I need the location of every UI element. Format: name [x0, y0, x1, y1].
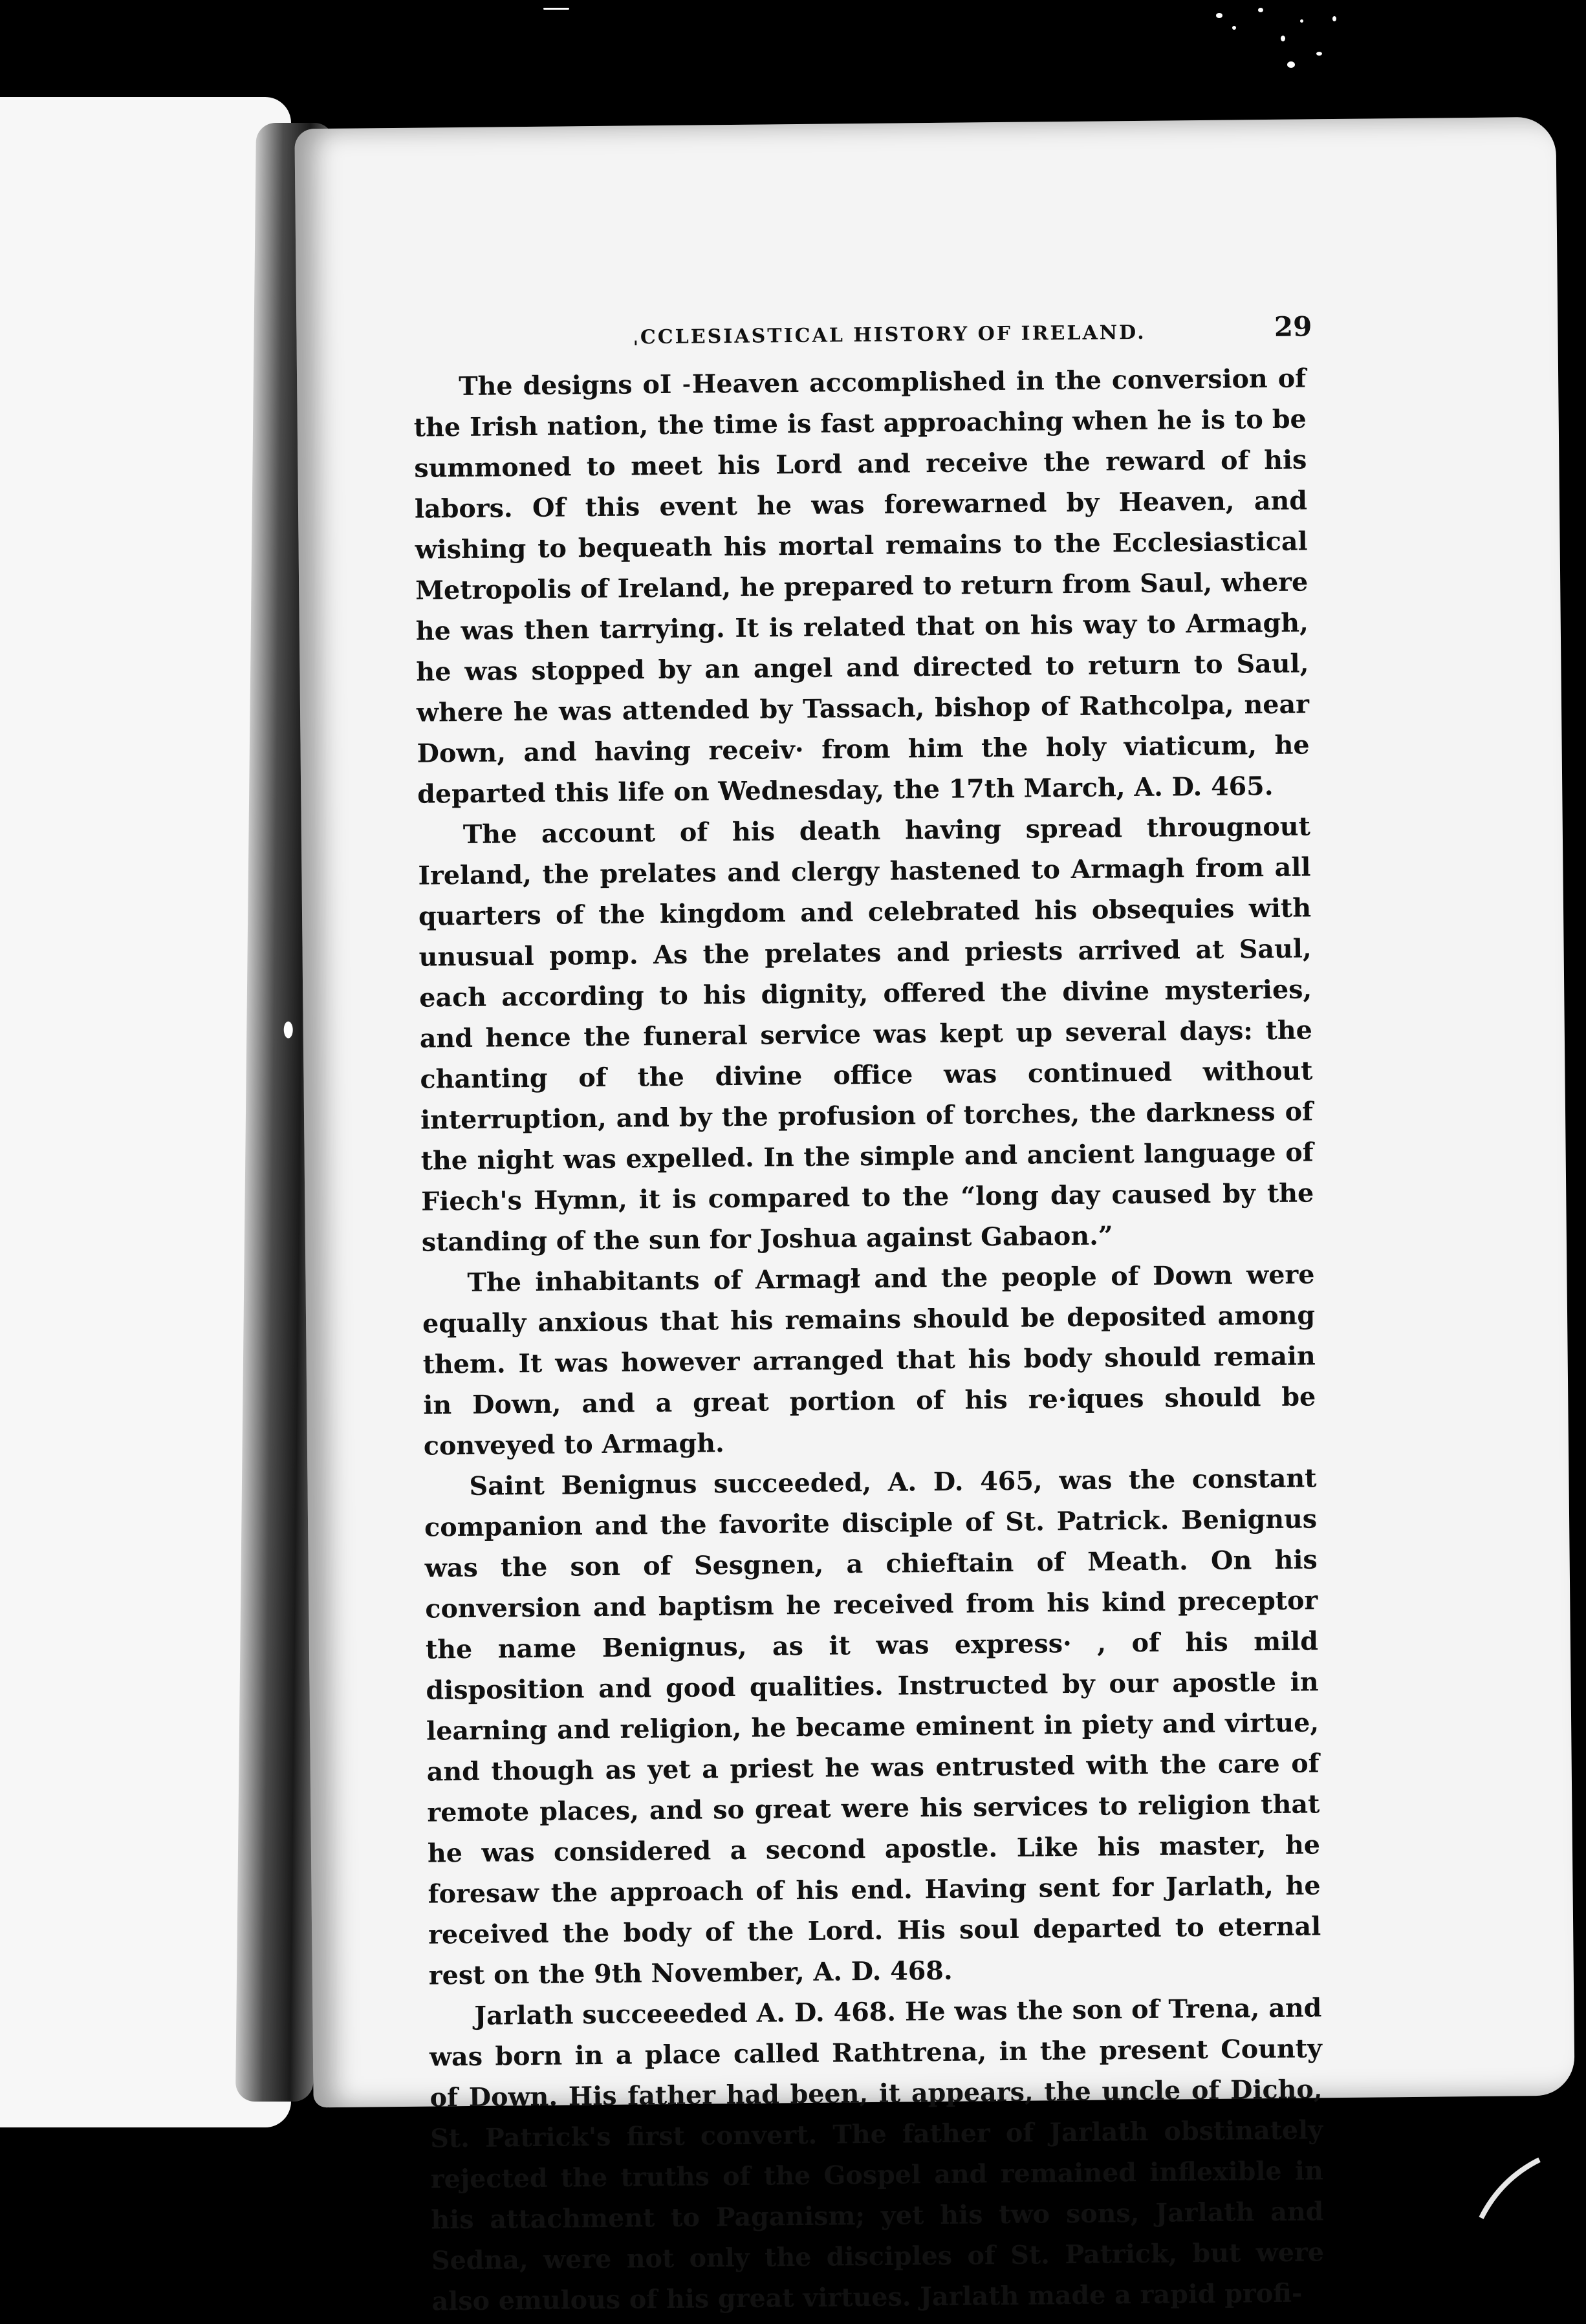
paragraph: Jarlath succeeeded A. D. 468. He was the son of Trena, and was born in a place called Rathtrena, in the present County of Down. His father had been, it appears, the uncle of Dicho, St. Patrick's first convert. The father of Jarlath obstinately rejected the truths of the Gospel and remained inflexible in his attachment to Paganism; yet his two sons, Jarlath and Sedna, were not only the disciples of St. Patrick, but were also emulous of his great virtues. Jarlath made a rapid profi- — [429, 1993, 1325, 2317]
paragraph: Saint Benignus succeeded, A. D. 465, was the constant companion and the favorite disciple of St. Patrick. Benignus was the son of Sesgnen, a chieftain of Meath. On his conversion and baptism he received from his kind preceptor the name Benignus, as it was express· , of his mild disposition and good qualities. Instructed by our apostle in learning and religion, he became eminent in piety and virtue, and though as yet a priest he was entrusted with the care of remote places, and so great were his services to religion that he was considered a second apostle. Like his master, he foresaw the approach of his end. Having sent for Jarlath, he received the body of the Lord. His soul departed to eternal rest on the 9th November, A. D. 468. — [424, 1463, 1321, 1991]
running-head-title: ˌCCLESIASTICAL HISTORY OF IRELAND. — [633, 321, 1146, 349]
dust-speck — [1258, 8, 1263, 12]
dust-speck — [1300, 19, 1303, 23]
page-curl-mark — [1468, 2134, 1546, 2224]
running-head — [413, 310, 1312, 367]
dust-speck — [1281, 36, 1285, 41]
dust-speck — [1232, 26, 1236, 30]
dust-speck — [1287, 61, 1295, 68]
dust-speck — [1316, 52, 1322, 56]
dust-speck — [543, 8, 569, 10]
page-number: 29 — [1274, 310, 1312, 343]
paragraph: The inhabitants of Armagł and the people of Down were equally anxious that his remains should be deposited among them. It was however arranged that his body should remain in Down, and a great portion of his re·iques should be conveyed to Armagh. — [422, 1260, 1316, 1461]
paragraph: The account of his death having spread througnout Ireland, the prelates and clergy hastened to Armagh from all quarters of the kingdom and celebrated his obsequies with unusual pomp. As the prelates and priests arrived at Saul, each according to his dignity, offered the divine mysteries, and hence the funeral service was kept up several days: the chanting of the divine office was continued without interruption, and by the profusion of torches, the darkness of the night was expelled. In the simple and ancient language of Fiech's Hymn, it is compared to the “long day caused by the standing of the sun for Joshua against Gabaon.” — [418, 812, 1314, 1258]
right-page — [294, 117, 1574, 2317]
page-text — [413, 310, 1325, 2322]
dust-speck — [1332, 16, 1336, 21]
dust-speck — [1216, 13, 1222, 18]
paragraph: The designs oI ˗Heaven accomplished in the conversion of the Irish nation, the time is fast approaching when he is to be summoned to meet his Lord and receive the reward of his labors. Of this event he was forewarned by Heaven, and wishing to bequeath his mortal remains to the Ecclesiastical Metropolis of Ireland, he prepared to return from Saul, where he was then tarrying. It is related that on his way to Armagh, he was stopped by an angel and directed to return to Saul, where he was attended by Tassach, bishop of Rathcolpa, near Down, and having receiv· from him the holy viaticum, he departed this life on Wednesday, the 17th March, A. D. 465. — [413, 363, 1310, 810]
margin-mark — [284, 1022, 293, 1038]
